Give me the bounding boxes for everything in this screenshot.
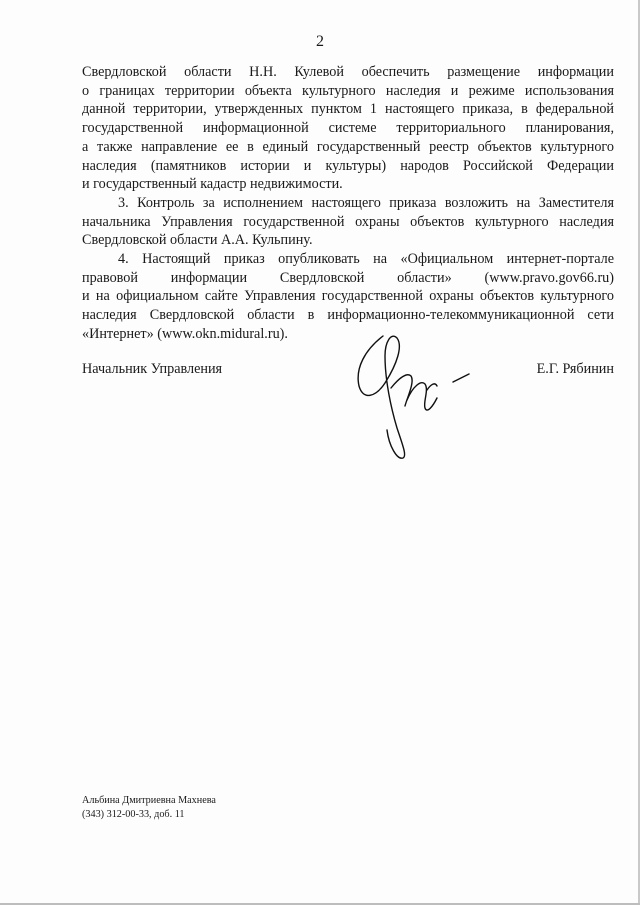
text-line: а также направление ее в единый государственный реестр объектов культурного	[82, 138, 614, 155]
handwritten-signature	[345, 328, 475, 463]
text-line: начальника Управления государственной охраны объектов культурного наследия	[82, 213, 614, 230]
text-line: и на официальном сайте Управления государственной охраны объектов культурного	[82, 288, 614, 305]
paragraph-3	[82, 194, 614, 250]
footer-contact	[82, 794, 216, 821]
contact-name: Альбина Дмитриевна Махнева	[82, 795, 216, 806]
text-line: данной территории, утвержденных пунктом 1 настоящего приказа, в федеральной	[82, 101, 614, 118]
text-line: и государственный кадастр недвижимости.	[82, 176, 343, 193]
text-line: «Интернет» (www.okn.midural.ru).	[82, 325, 288, 342]
text-line: наследия Свердловской области в информационно-телекоммуникационной сети	[82, 307, 614, 324]
document-body	[82, 63, 614, 344]
text-line: наследия (памятников истории и культуры) народов Российской Федерации	[82, 157, 614, 174]
text-line: о границах территории объекта культурного наследия и режиме использования	[82, 82, 614, 99]
page-number: 2	[316, 33, 324, 50]
text-line: правовой информации Свердловской области» (www.pravo.gov66.ru)	[82, 269, 614, 286]
text-line: 3. Контроль за исполнением настоящего приказа возложить на Заместителя	[118, 194, 614, 211]
contact-phone: (343) 312-00-33, доб. 11	[82, 808, 185, 820]
signatory-title: Начальник Управления	[82, 361, 223, 377]
text-line: 4. Настоящий приказ опубликовать на «Официальном интернет-портале	[118, 251, 614, 268]
text-line: государственной информационной системе территориального планирования,	[82, 120, 614, 137]
text-line: Свердловской области А.А. Кульпину.	[82, 232, 313, 249]
signatory-name: Е.Г. Рябинин	[536, 361, 614, 377]
paragraph-continuation	[82, 63, 614, 194]
text-line: Свердловской области Н.Н. Кулевой обеспечить размещение информации	[82, 64, 614, 80]
